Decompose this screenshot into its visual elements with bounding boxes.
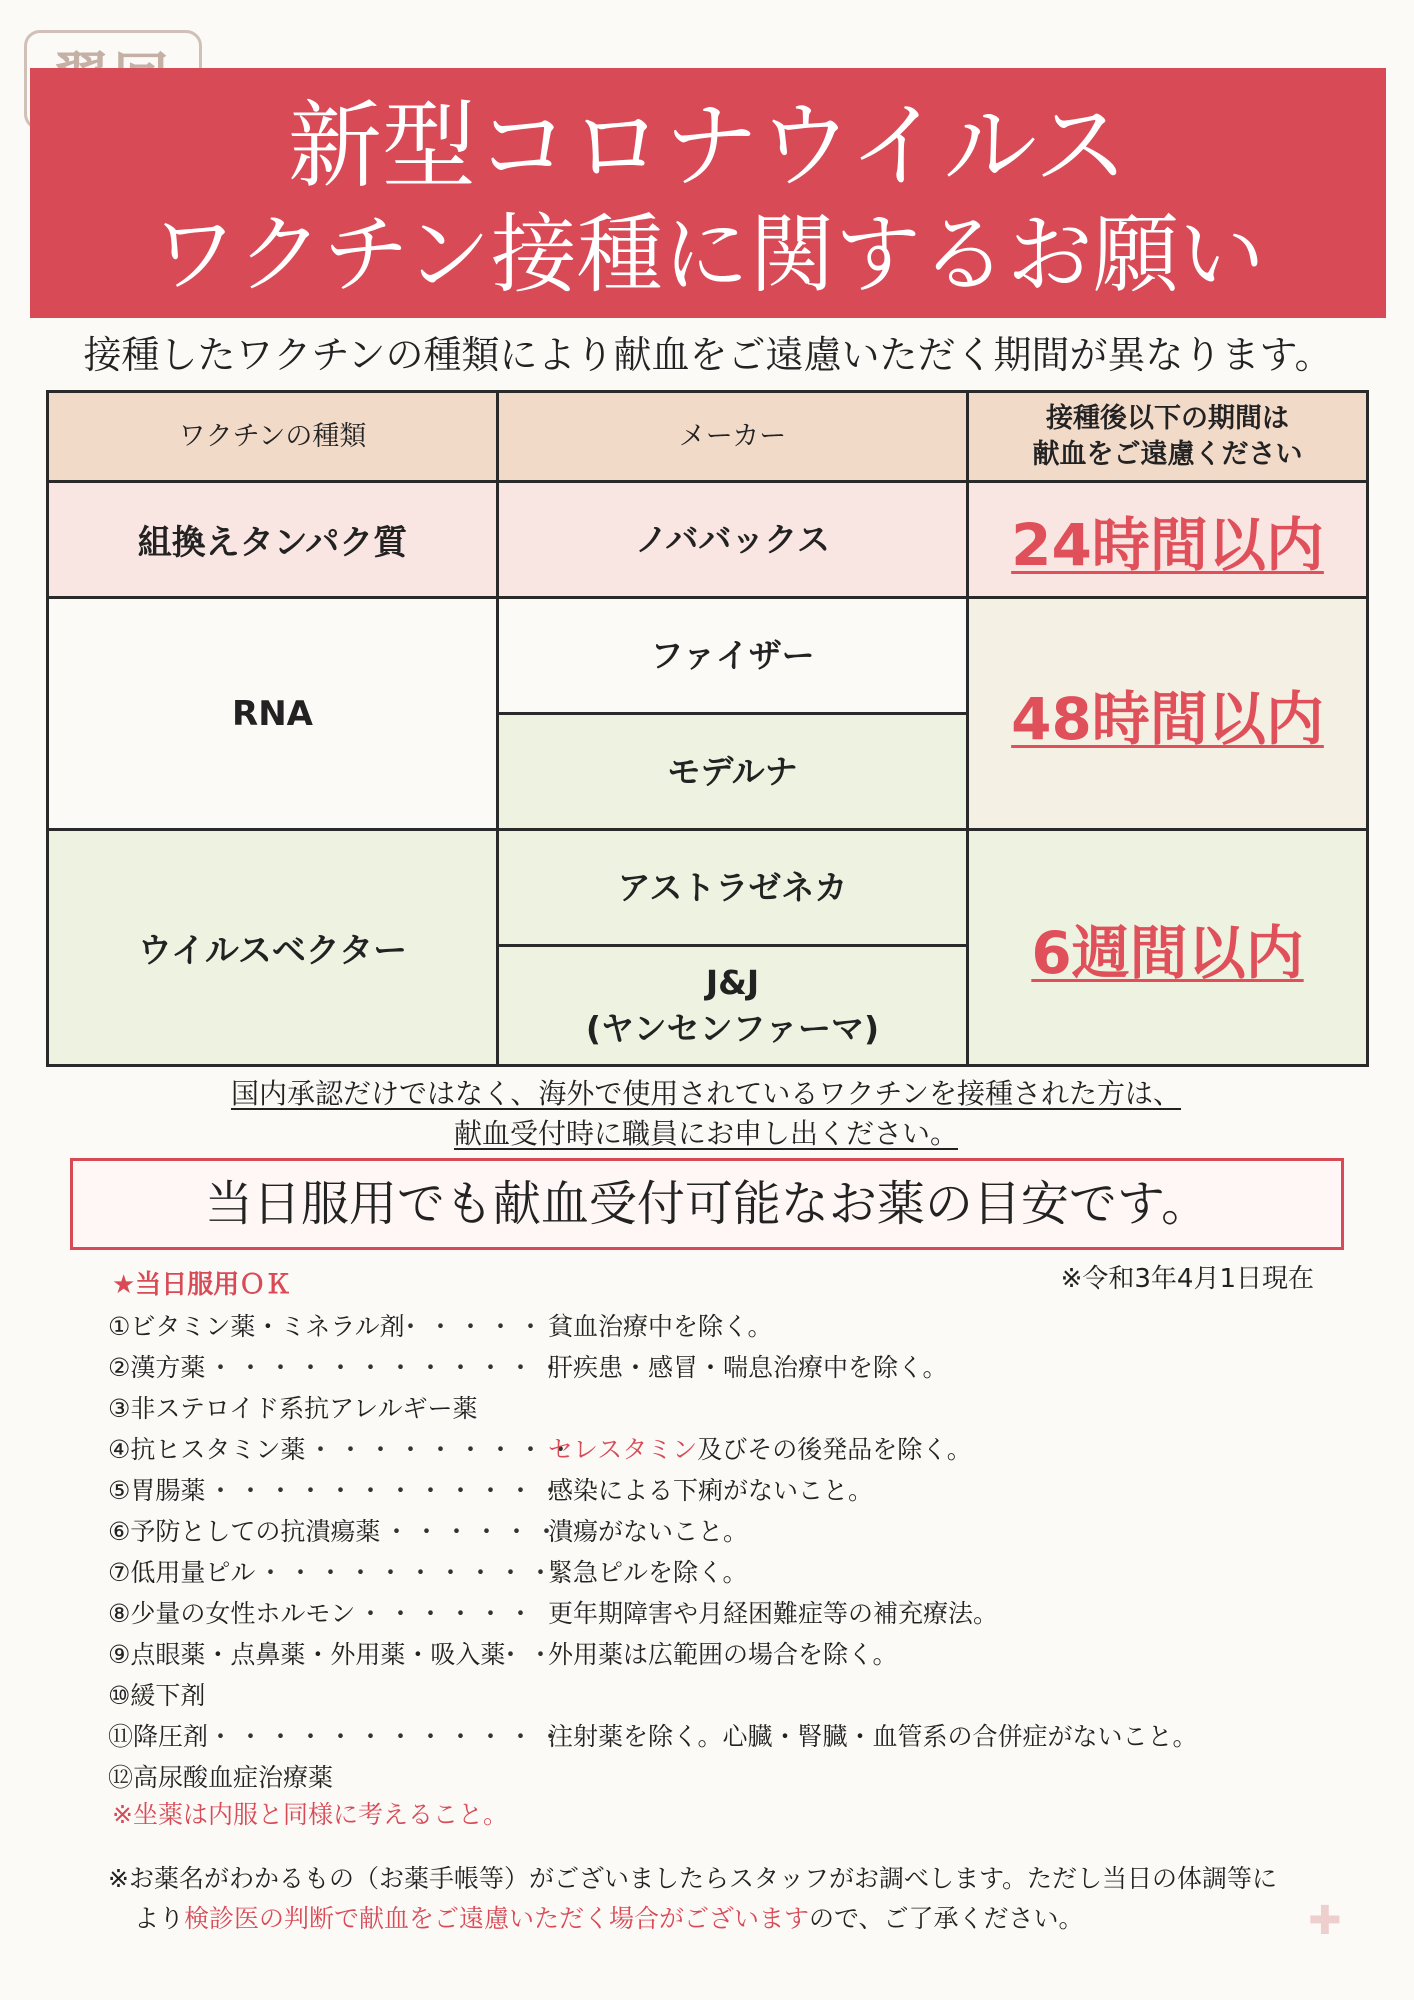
notice [46,1074,1366,1154]
red-cross-icon: ✚ [1308,1898,1342,1944]
medicine-name: ③非ステロイド系抗アレルギー薬 [108,1394,478,1423]
medicine-name: ⑫高尿酸血症治療薬 [108,1763,334,1792]
medicine-condition: 感染による下痢がないこと。 [548,1476,874,1505]
list-item [108,1593,1308,1634]
leader-dots: ・・・・・・・・・・・・ [208,1722,569,1751]
medicine-name: ⑦低用量ピル [108,1558,256,1587]
leader-dots: ・・・・・・ [384,1517,565,1546]
header-period-line-1: 接種後以下の期間は [1046,402,1289,434]
notice-line-2: 献血受付時に職員にお申し出ください。 [453,1117,958,1150]
subtitle: 接種したワクチンの種類により献血をご遠慮いただく期間が異なります。 [83,333,1333,377]
vaccine-type-cell: ウイルスベクター [48,830,498,1066]
list-item [108,1511,1308,1552]
list-item [108,1306,1308,1347]
maker-cell [498,946,968,1066]
list-item [108,1675,1308,1716]
period-cell: 48時間以内 [968,598,1368,830]
medicine-condition: 潰瘍がないこと。 [548,1517,749,1546]
list-item [108,1757,1308,1798]
as-of-date: ※令和3年4月1日現在 [1060,1264,1314,1294]
medicine-box-title: 当日服用でも献血受付可能なお薬の目安です。 [70,1158,1344,1250]
medicine-name: ⑪降圧剤 [108,1722,209,1751]
footer-line-2-pre: より [134,1904,185,1933]
table-row [48,598,1368,714]
footer-line-1: ※お薬名がわかるもの（お薬手帳等）がございましたらスタッフがお調べします。ただし当日の体調等に [108,1864,1277,1893]
medicine-condition [548,1429,972,1470]
table-header-row [48,392,1368,482]
table-row [48,830,1368,946]
footer-line-2 [134,1900,1084,1938]
period-cell: 24時間以内 [968,482,1368,598]
list-item [108,1347,1308,1388]
medicine-name: ⑧少量の女性ホルモン [108,1599,356,1628]
maker-cell: ノババックス [498,482,968,598]
header-maker: メーカー [498,392,968,482]
maker-line-2: (ヤンセンファーマ) [585,1008,880,1048]
vaccine-type-cell: 組換えタンパク質 [48,482,498,598]
leader-dots: ・・・・・・・・・・・・ [208,1353,569,1382]
maker-cell: ファイザー [498,598,968,714]
leader-dots: ・・ [498,1640,559,1669]
medicine-name: ⑤胃腸薬 [108,1476,206,1505]
period-cell: 6週間以内 [968,830,1368,1066]
medicine-condition: 注射薬を除く。心臓・腎臓・血管系の合併症がないこと。 [548,1722,1198,1751]
maker-cell: アストラゼネカ [498,830,968,946]
medicine-name: ①ビタミン薬・ミネラル剤 [108,1312,405,1341]
medicine-condition-rest: 及びその後発品を除く。 [697,1435,972,1464]
medicine-name: ⑩緩下剤 [108,1681,206,1710]
header-period [968,392,1368,482]
medicine-name: ②漢方薬 [108,1353,206,1382]
title-line-1: 新型コロナウイルス [287,92,1129,201]
title-line-2: ワクチン接種に関するお願い [151,205,1265,305]
list-item [108,1716,1308,1757]
medicine-condition: 更年期障害や月経困難症等の補充療法。 [548,1599,999,1628]
header-period-line-2: 献血をご遠慮ください [1032,438,1303,470]
medicine-condition: 貧血治療中を除く。 [548,1312,773,1341]
list-item [108,1470,1308,1511]
maker-line-1: J&J [705,962,760,1002]
medicine-highlight: セレスタミン [548,1435,698,1464]
footer-highlight: 検診医の判断で献血をご遠慮いただく場合がございます [184,1904,810,1933]
leader-dots: ・・・・・・・・・ [308,1435,579,1464]
vaccine-type-cell: RNA [48,598,498,830]
leader-dots: ・・・・・・・・・・・・ [208,1476,569,1505]
medicine-list [108,1306,1308,1798]
header-vaccine-type: ワクチンの種類 [48,392,498,482]
list-item [108,1388,1308,1429]
vaccine-table [46,390,1369,1067]
ok-heading: ★当日服用ＯＫ [112,1270,292,1300]
title-banner [30,68,1386,318]
medicine-condition: 外用薬は広範囲の場合を除く。 [548,1640,898,1669]
list-item [108,1634,1308,1675]
leader-dots: ・・・・・・ [358,1599,539,1628]
medicine-name: ④抗ヒスタミン薬 [108,1435,306,1464]
list-item [108,1552,1308,1593]
footer-line-2-post: ので、ご了承ください。 [809,1904,1084,1933]
leader-dots: ・・・・・ [398,1312,549,1341]
table-row [48,482,1368,598]
medicine-name: ⑥予防としての抗潰瘍薬 [108,1517,381,1546]
maker-cell: モデルナ [498,714,968,830]
suppository-note: ※坐薬は内服と同様に考えること。 [112,1800,508,1829]
list-item [108,1429,1308,1470]
notice-line-1: 国内承認だけではなく、海外で使用されているワクチンを接種された方は、 [230,1077,1182,1110]
medicine-condition: 肝疾患・感冒・喘息治療中を除く。 [548,1353,948,1382]
leader-dots: ・・・・・・・・・・ [258,1558,559,1587]
medicine-condition: 緊急ピルを除く。 [548,1558,748,1587]
medicine-name: ⑨点眼薬・点鼻薬・外用薬・吸入薬 [108,1640,506,1669]
